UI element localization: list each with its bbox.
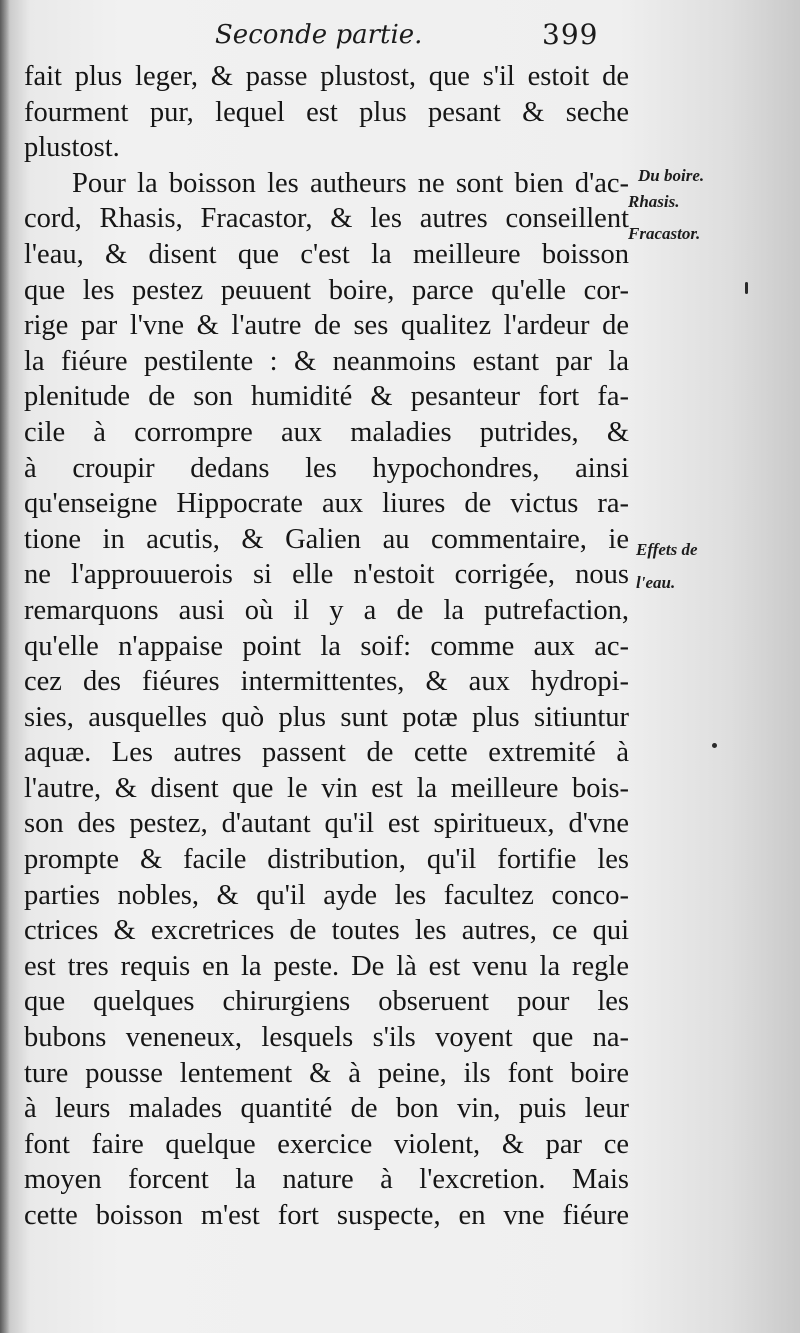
text-line: cord, Rhasis, Fracastor, & les autres conseillent bbox=[24, 203, 629, 235]
text-line: fourment pur, lequel est plus pesant & seche bbox=[24, 96, 629, 128]
margin-note-effets-de: Effets de bbox=[636, 540, 698, 559]
text-line: que les pestez peuuent boire, parce qu'elle cor- bbox=[24, 274, 629, 306]
text-line: parties nobles, & qu'il ayde les facultez conco- bbox=[24, 879, 629, 911]
text-line: l'autre, & disent que le vin est la meilleure bois- bbox=[24, 772, 629, 804]
page-number: 399 bbox=[542, 18, 599, 51]
margin-note-du-boire: Du boire. bbox=[638, 166, 705, 185]
text-line: la fiéure pestilente : & neanmoins estant par la bbox=[24, 345, 629, 377]
text-line: aquæ. Les autres passent de cette extremité à bbox=[24, 737, 629, 769]
margin-note-rhasis: Rhasis. bbox=[628, 192, 680, 211]
text-line: que quelques chirurgiens obseruent pour les bbox=[24, 986, 629, 1018]
ink-speck bbox=[745, 282, 748, 294]
text-line: moyen forcent la nature à l'excretion. Mais bbox=[24, 1164, 629, 1196]
margin-note-fracastor: Fracastor. bbox=[628, 224, 701, 243]
text-line: qu'elle n'appaise point la soif: comme aux ac- bbox=[24, 630, 629, 662]
text-line: prompte & facile distribution, qu'il fortifie les bbox=[24, 844, 629, 876]
text-line: ne l'approuuerois si elle n'estoit corrigée, nous bbox=[24, 559, 629, 591]
text-line: bubons veneneux, lesquels s'ils voyent que na- bbox=[24, 1022, 629, 1054]
text-line: tione in acutis, & Galien au commentaire, ie bbox=[24, 523, 629, 555]
text-line: qu'enseigne Hippocrate aux liures de victus ra- bbox=[24, 488, 629, 520]
text-line: ture pousse lentement & à peine, ils font boire bbox=[24, 1057, 629, 1089]
body-text bbox=[24, 59, 629, 1234]
text-line: cile à corrompre aux maladies putrides, & bbox=[24, 416, 629, 448]
text-line: plenitude de son humidité & pesanteur fort fa- bbox=[24, 381, 629, 413]
text-line: remarquons ausi où il y a de la putrefaction, bbox=[24, 594, 629, 626]
text-line: ctrices & excretrices de toutes les autres, ce qui bbox=[24, 915, 629, 947]
text-line: cez des fiéures intermittentes, & aux hydropi- bbox=[24, 666, 629, 698]
text-line: l'eau, & disent que c'est la meilleure boisson bbox=[24, 238, 629, 270]
ink-speck bbox=[712, 743, 717, 748]
text-line: à leurs malades quantité de bon vin, puis leur bbox=[24, 1093, 629, 1125]
text-line: rige par l'vne & l'autre de ses qualitez l'ardeur de bbox=[24, 310, 629, 342]
text-line: Pour la boisson les autheurs ne sont bien d'ac- bbox=[72, 167, 629, 199]
margin-note-eau: l'eau. bbox=[636, 573, 676, 592]
text-line: plustost. bbox=[24, 132, 120, 164]
margin-notes bbox=[628, 0, 798, 1333]
text-line: son des pestez, d'autant qu'il est spiritueux, d'vne bbox=[24, 808, 629, 840]
text-line: est tres requis en la peste. De là est venu la regle bbox=[24, 950, 629, 982]
text-line: fait plus leger, & passe plustost, que s'il estoit de bbox=[24, 61, 629, 92]
text-line: cette boisson m'est fort suspecte, en vne fiéure bbox=[24, 1200, 629, 1231]
running-title: Seconde partie. bbox=[215, 20, 423, 50]
text-line: font faire quelque exercice violent, & par ce bbox=[24, 1128, 629, 1160]
text-line: à croupir dedans les hypochondres, ainsi bbox=[24, 452, 629, 484]
text-line: sies, ausquelles quò plus sunt potæ plus sitiuntur bbox=[24, 701, 629, 733]
